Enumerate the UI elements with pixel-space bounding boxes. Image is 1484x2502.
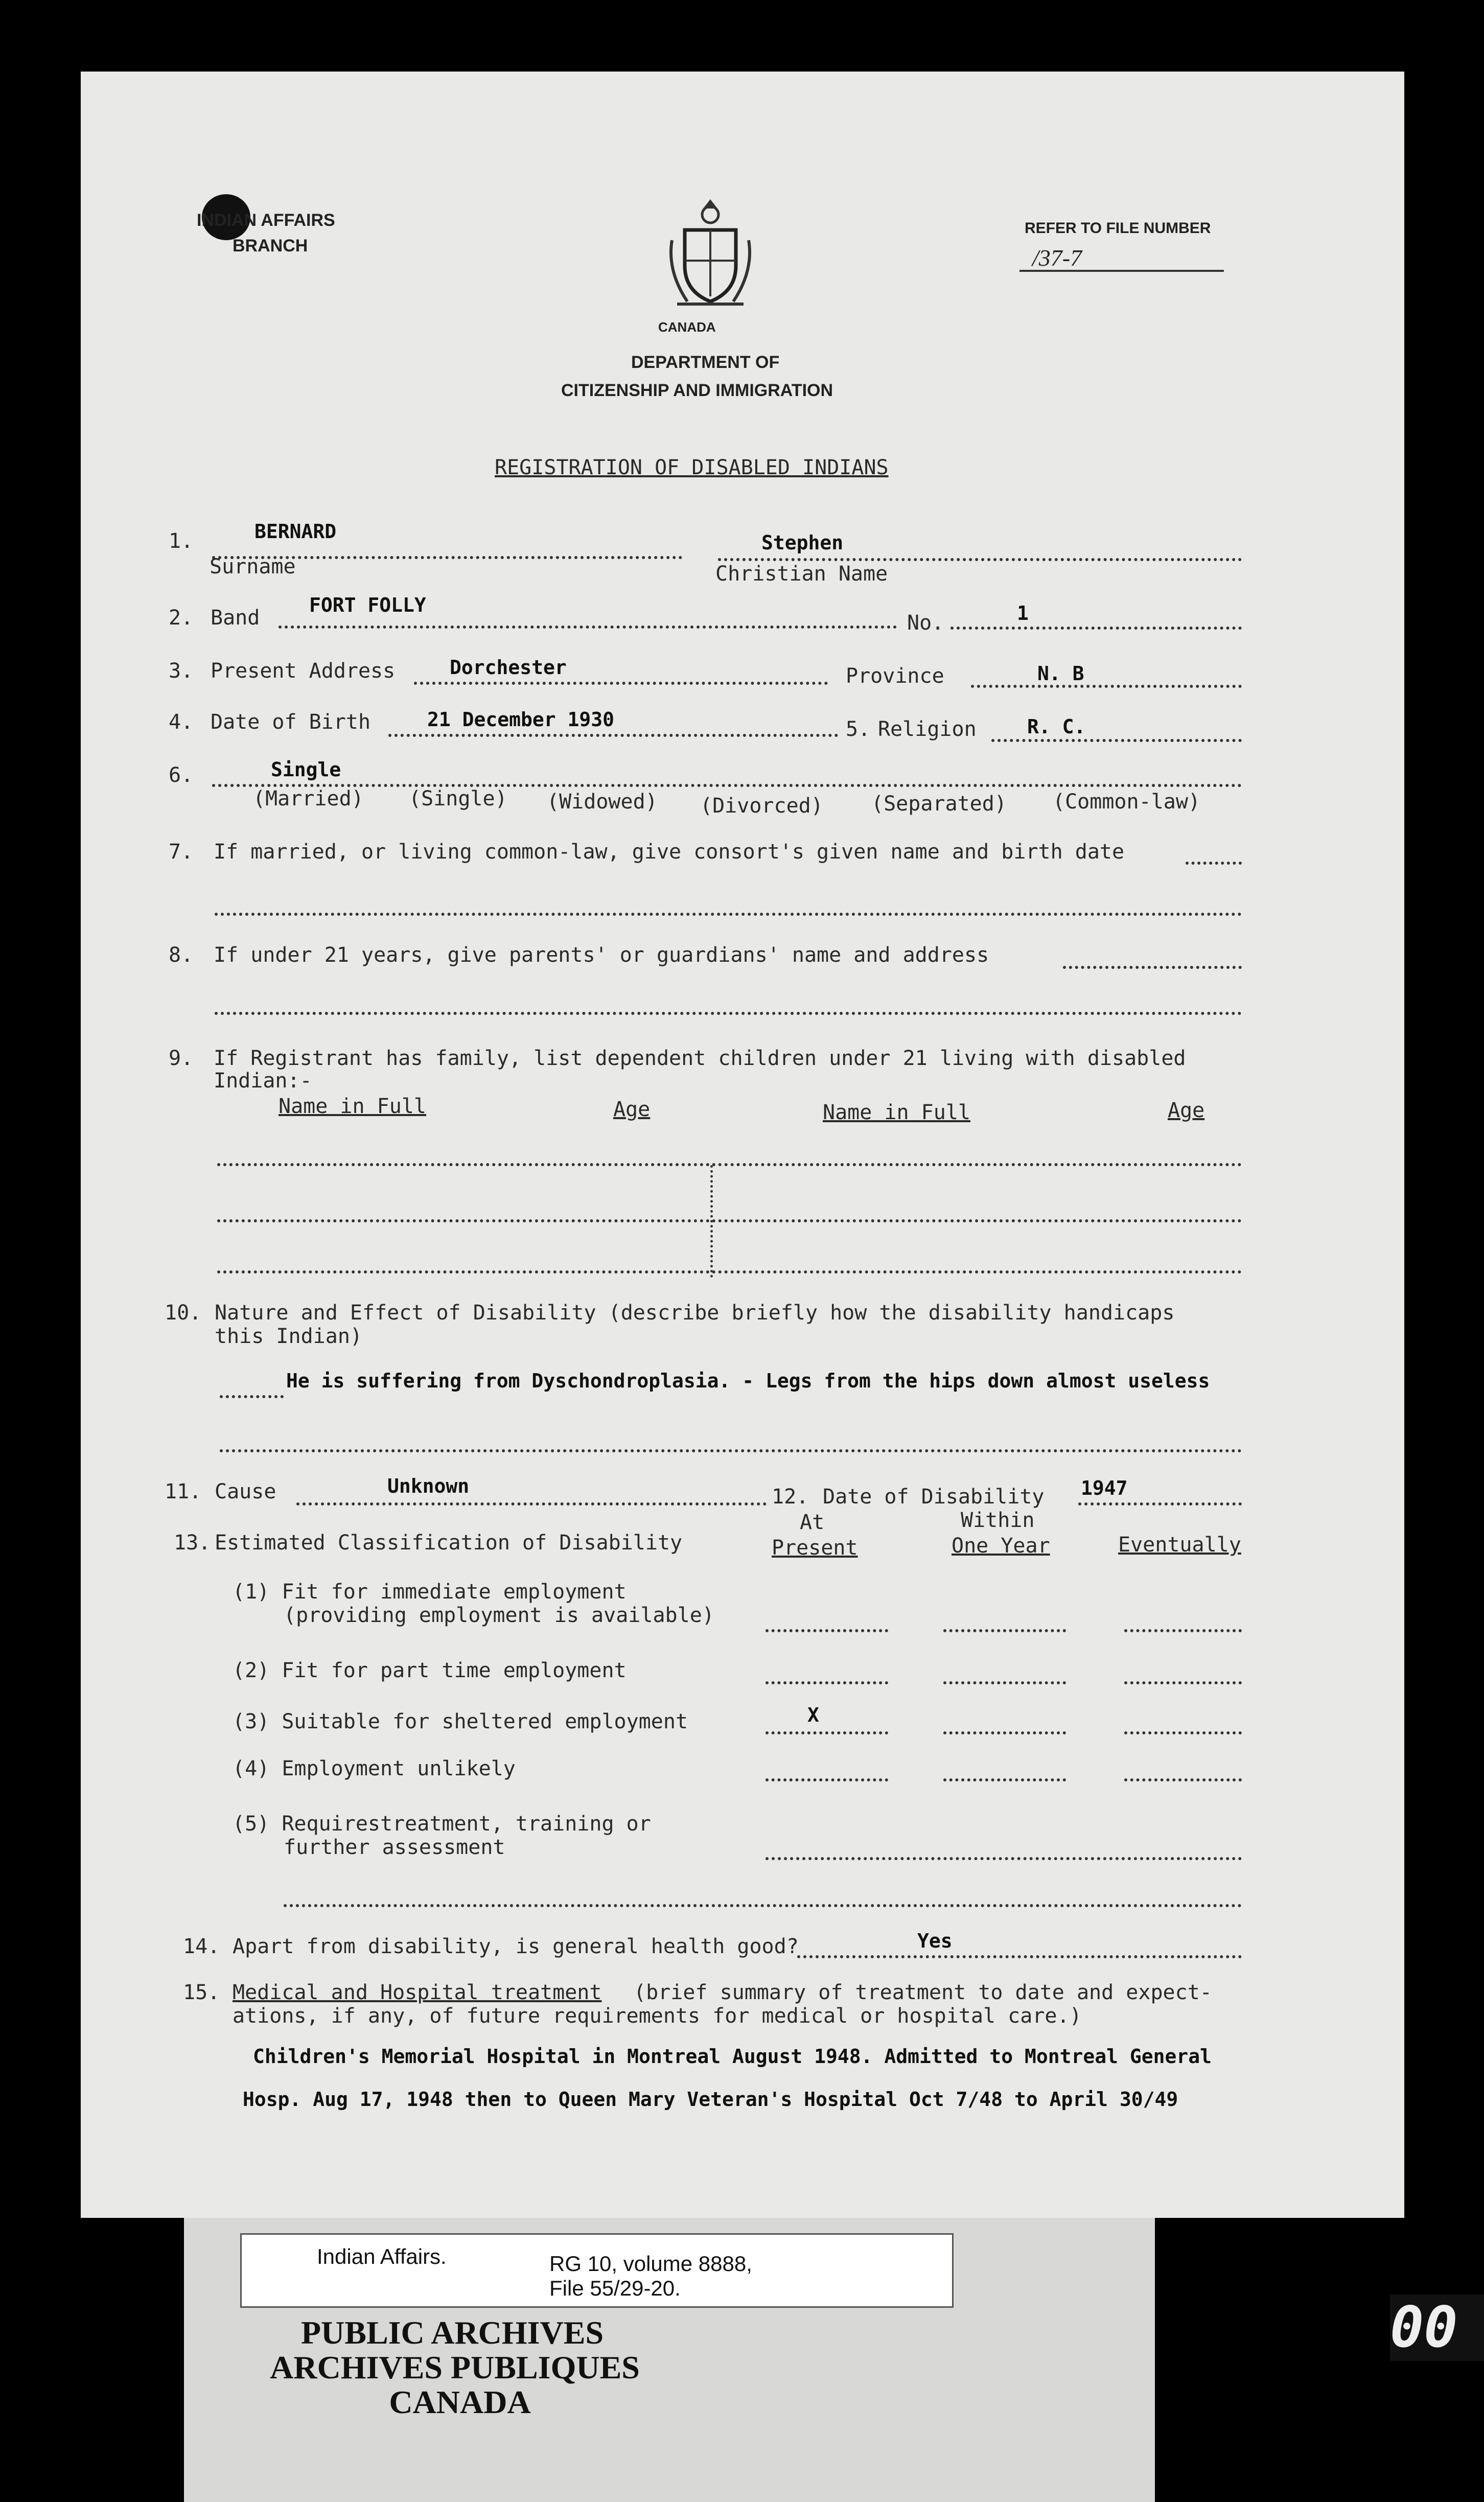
marital-option-widowed: (Widowed): [547, 790, 658, 814]
coat-of-arms-icon: [662, 194, 759, 312]
children-row1: [217, 1163, 1242, 1166]
children-divider: [710, 1165, 713, 1278]
q9-col-age-right: Age: [1168, 1099, 1205, 1122]
marital-option-married: (Married): [253, 787, 364, 810]
item2-eventually-dots: [1124, 1681, 1242, 1684]
band-dots: [279, 626, 897, 629]
surname-value: BERNARD: [254, 520, 337, 543]
christian-name-dots: [718, 558, 1242, 561]
item1-eventually-dots: [1124, 1629, 1242, 1632]
q9-col-age-left: Age: [613, 1098, 651, 1121]
dept-line1: DEPARTMENT OF: [631, 353, 780, 372]
band-no-dots: [950, 627, 1242, 630]
children-row3: [217, 1270, 1242, 1273]
treatment-value-line1: Children's Memorial Hospital in Montreal August 1948. Admitted to Montreal General: [253, 2045, 1212, 2068]
q3-number: 3.: [169, 659, 194, 683]
archive-label-left: Indian Affairs.: [317, 2244, 447, 2268]
col-one-year: One Year: [952, 1534, 1050, 1558]
q10-text-line1: Nature and Effect of Disability (describe briefly how the disability handicaps: [215, 1301, 1175, 1325]
christian-name-label: Christian Name: [715, 562, 888, 586]
cause-value: Unknown: [387, 1475, 470, 1497]
q15-number: 15.: [183, 1981, 220, 2004]
cause-label: Cause: [215, 1480, 276, 1503]
col-present-top: At: [800, 1511, 825, 1534]
q9-col-name-right: Name in Full: [823, 1101, 970, 1124]
item3-eventually-dots: [1124, 1731, 1242, 1734]
q7-dots: [215, 913, 1242, 916]
file-number-value: /37-7: [1032, 245, 1082, 271]
q12-number: 12.: [772, 1485, 809, 1509]
q8-text: If under 21 years, give parents' or guardians' name and address: [214, 943, 989, 967]
disability-nature-value: He is suffering from Dyschondroplasia. - Legs from the hips down almost useless: [286, 1370, 1210, 1392]
file-number-line: [1019, 270, 1224, 272]
q10-dots-start: [220, 1395, 284, 1398]
archive-label-right2: File 55/29-20.: [549, 2276, 681, 2300]
item1-present-dots: [766, 1629, 888, 1632]
item3-year-dots: [943, 1731, 1066, 1734]
q9-text-line1: If Registrant has family, list dependent children under 21 living with disabled: [214, 1047, 1186, 1070]
marital-status-dots: [212, 784, 1242, 787]
marital-option-single: (Single): [409, 787, 507, 810]
q7-dots-end: [1186, 862, 1242, 865]
surname-label: Surname: [210, 555, 296, 578]
file-number-label: REFER TO FILE NUMBER: [1025, 220, 1211, 237]
province-label: Province: [846, 664, 944, 688]
dob-dots: [388, 734, 838, 737]
q10-dots: [220, 1449, 1242, 1452]
treatment-value-line2: Hosp. Aug 17, 1948 then to Queen Mary Veteran's Hospital Oct 7/48 to April 30/49: [243, 2088, 1178, 2111]
classification-item-4: (4) Employment unlikely: [233, 1757, 516, 1780]
q9-number: 9.: [169, 1047, 194, 1070]
classification-item-5: (5) Requirestreatment, training or: [233, 1812, 651, 1836]
q15-label: Medical and Hospital treatment: [233, 1981, 602, 2004]
marital-option-common-law: (Common-law): [1053, 790, 1200, 814]
q15-text-line2: ations, if any, of future requirements for medical or hospital care.): [233, 2004, 1082, 2028]
religion-value: R. C.: [1027, 715, 1086, 738]
q9-col-name-left: Name in Full: [279, 1095, 426, 1118]
archive-stamp-line1: PUBLIC ARCHIVES: [300, 2314, 604, 2351]
general-health-dots: [797, 1955, 1242, 1958]
branch-line2: BRANCH: [233, 236, 308, 256]
item2-present-dots: [766, 1681, 888, 1684]
q7-number: 7.: [169, 840, 194, 864]
col-year-top: Within: [961, 1509, 1035, 1532]
classification-item-2: (2) Fit for part time employment: [233, 1659, 627, 1682]
dob-label: Date of Birth: [211, 710, 371, 734]
branch-line1: INDIAN AFFAIRS: [197, 211, 335, 230]
general-health-value: Yes: [917, 1930, 953, 1952]
q8-number: 8.: [169, 943, 194, 967]
item1-year-dots: [943, 1629, 1066, 1632]
col-present: Present: [772, 1536, 858, 1560]
q1-number: 1.: [169, 529, 194, 553]
dob-value: 21 December 1930: [427, 708, 615, 731]
classification-item-3: (3) Suitable for sheltered employment: [233, 1710, 688, 1733]
frame-number: 00: [1390, 2295, 1484, 2361]
cause-dots: [296, 1502, 767, 1505]
religion-dots: [991, 739, 1242, 742]
children-row2: [217, 1219, 1242, 1222]
classification-item-5-sub: further assessment: [284, 1836, 505, 1859]
marital-option-separated: (Separated): [871, 792, 1007, 816]
q14-text: Apart from disability, is general health good?: [233, 1935, 799, 1958]
item4-present-dots: [766, 1778, 888, 1781]
item4-eventually-dots: [1124, 1778, 1242, 1781]
q8-dots: [215, 1012, 1242, 1015]
q9-text-line2: Indian:-: [214, 1069, 312, 1093]
item2-year-dots: [943, 1681, 1066, 1684]
band-no-value: 1: [1017, 602, 1029, 624]
archive-label-right1: RG 10, volume 8888,: [549, 2252, 752, 2276]
address-label: Present Address: [211, 659, 396, 683]
item4-year-dots: [943, 1778, 1066, 1781]
archive-stamp-line3: CANADA: [389, 2384, 531, 2420]
archive-stamp-line2: ARCHIVES PUBLIQUES: [270, 2349, 640, 2385]
religion-label: Religion: [878, 717, 977, 741]
item3-present-dots: [766, 1731, 888, 1734]
q14-number: 14.: [183, 1935, 220, 1958]
col-eventually: Eventually: [1118, 1533, 1241, 1557]
marital-status-value: Single: [271, 758, 341, 781]
q10-text-line2: this Indian): [215, 1325, 362, 1348]
marital-option-divorced: (Divorced): [700, 794, 823, 818]
q2-number: 2.: [169, 606, 194, 630]
province-dots: [971, 685, 1242, 688]
q10-number: 10.: [165, 1301, 202, 1325]
classification-item-1-sub: (providing employment is available): [284, 1604, 714, 1627]
form-title: REGISTRATION OF DISABLED INDIANS: [495, 456, 889, 479]
dept-line2: CITIZENSHIP AND IMMIGRATION: [561, 381, 833, 400]
q13-number: 13.: [174, 1531, 211, 1555]
q6-number: 6.: [169, 763, 194, 787]
q13-label: Estimated Classification of Disability: [215, 1531, 683, 1555]
province-value: N. B: [1037, 662, 1084, 685]
band-no-label: No.: [907, 611, 944, 635]
address-dots: [414, 682, 828, 685]
band-label: Band: [211, 606, 260, 630]
item5-dots-b: [284, 1904, 1242, 1907]
q7-text: If married, or living common-law, give consort's given name and birth date: [214, 840, 1125, 864]
item5-dots-a: [766, 1857, 1242, 1860]
q15-text-line1: (brief summary of treatment to date and expect-: [634, 1981, 1212, 2004]
disability-date-dots: [1078, 1502, 1242, 1505]
country-label: CANADA: [658, 319, 716, 335]
disability-date-label: Date of Disability: [823, 1485, 1045, 1509]
disability-date-value: 1947: [1081, 1477, 1128, 1499]
classification-item-1: (1) Fit for immediate employment: [233, 1580, 627, 1604]
q5-number: 5.: [846, 717, 871, 741]
q4-number: 4.: [169, 710, 194, 734]
q8-dots-end: [1063, 966, 1242, 969]
address-value: Dorchester: [450, 656, 567, 679]
christian-name-value: Stephen: [761, 531, 844, 554]
q11-number: 11.: [165, 1480, 202, 1503]
band-value: FORT FOLLY: [309, 594, 426, 616]
item3-present-mark: X: [807, 1704, 819, 1726]
